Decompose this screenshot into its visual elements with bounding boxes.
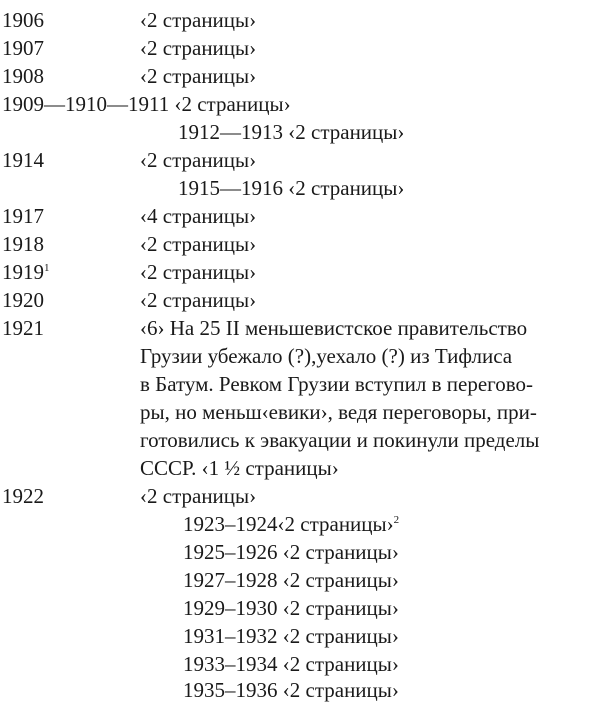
entry-indented-text: 1935–1936 ‹2 страницы› bbox=[183, 678, 399, 702]
year-label: 1921 bbox=[2, 316, 44, 340]
year-label: 1918 bbox=[2, 232, 44, 256]
year-label: 1914 bbox=[2, 148, 44, 172]
year-label: 1922 bbox=[2, 484, 44, 508]
entry-note: ‹2 страницы› bbox=[140, 484, 257, 508]
entry-note: ‹2 страницы› bbox=[140, 148, 257, 172]
year-label: 1906 bbox=[2, 8, 44, 32]
year-text: 1919 bbox=[2, 260, 44, 284]
entry-indented-text bbox=[183, 510, 399, 538]
entry-indented-text: 1933–1934 ‹2 страницы› bbox=[183, 652, 399, 676]
entry-note: ‹2 страницы› bbox=[140, 260, 257, 284]
entry-indented-text: 1931–1932 ‹2 страницы› bbox=[183, 624, 399, 648]
entry-indented-text: 1927–1928 ‹2 страницы› bbox=[183, 568, 399, 592]
year-label: 1920 bbox=[2, 288, 44, 312]
entry-note: ‹2 страницы› bbox=[140, 8, 257, 32]
footnote-marker[interactable]: 1 bbox=[44, 262, 50, 274]
year-label: 1908 bbox=[2, 64, 44, 88]
paragraph-line: Грузии убежало (?),уехало (?) из Тифлиса bbox=[140, 344, 513, 368]
entry-indented-text: 1912—1913 ‹2 страницы› bbox=[178, 120, 405, 144]
entry-inline-text: 1909—1910—1911 ‹2 страницы› bbox=[2, 92, 291, 116]
year-label bbox=[2, 258, 50, 286]
entry-indented-text: 1915—1916 ‹2 страницы› bbox=[178, 176, 405, 200]
paragraph-line: в Батум. Ревком Грузии вступил в перегово- bbox=[140, 372, 534, 396]
entry-1921-paragraph bbox=[140, 314, 595, 482]
entry-note: ‹2 страницы› bbox=[140, 36, 257, 60]
paragraph-line: СССР. ‹1 ½ страницы› bbox=[140, 456, 339, 480]
entry-indented-text: 1925–1926 ‹2 страницы› bbox=[183, 540, 399, 564]
entry-note: ‹2 страницы› bbox=[140, 288, 257, 312]
year-label: 1917 bbox=[2, 204, 44, 228]
paragraph-line: ‹6› На 25 II меньшевистское правительство bbox=[140, 316, 528, 340]
entry-indented-text: 1929–1930 ‹2 страницы› bbox=[183, 596, 399, 620]
entry-text: 1923–1924‹2 страницы› bbox=[183, 512, 394, 536]
paragraph-line: ры, но меньш‹евики›, ведя переговоры, при- bbox=[140, 400, 537, 424]
year-label: 1907 bbox=[2, 36, 44, 60]
entry-note: ‹4 страницы› bbox=[140, 204, 257, 228]
footnote-marker[interactable]: 2 bbox=[393, 514, 400, 526]
paragraph-line: готовились к эвакуации и покинули пределы bbox=[140, 428, 540, 452]
entry-note: ‹2 страницы› bbox=[140, 232, 257, 256]
entry-note: ‹2 страницы› bbox=[140, 64, 257, 88]
